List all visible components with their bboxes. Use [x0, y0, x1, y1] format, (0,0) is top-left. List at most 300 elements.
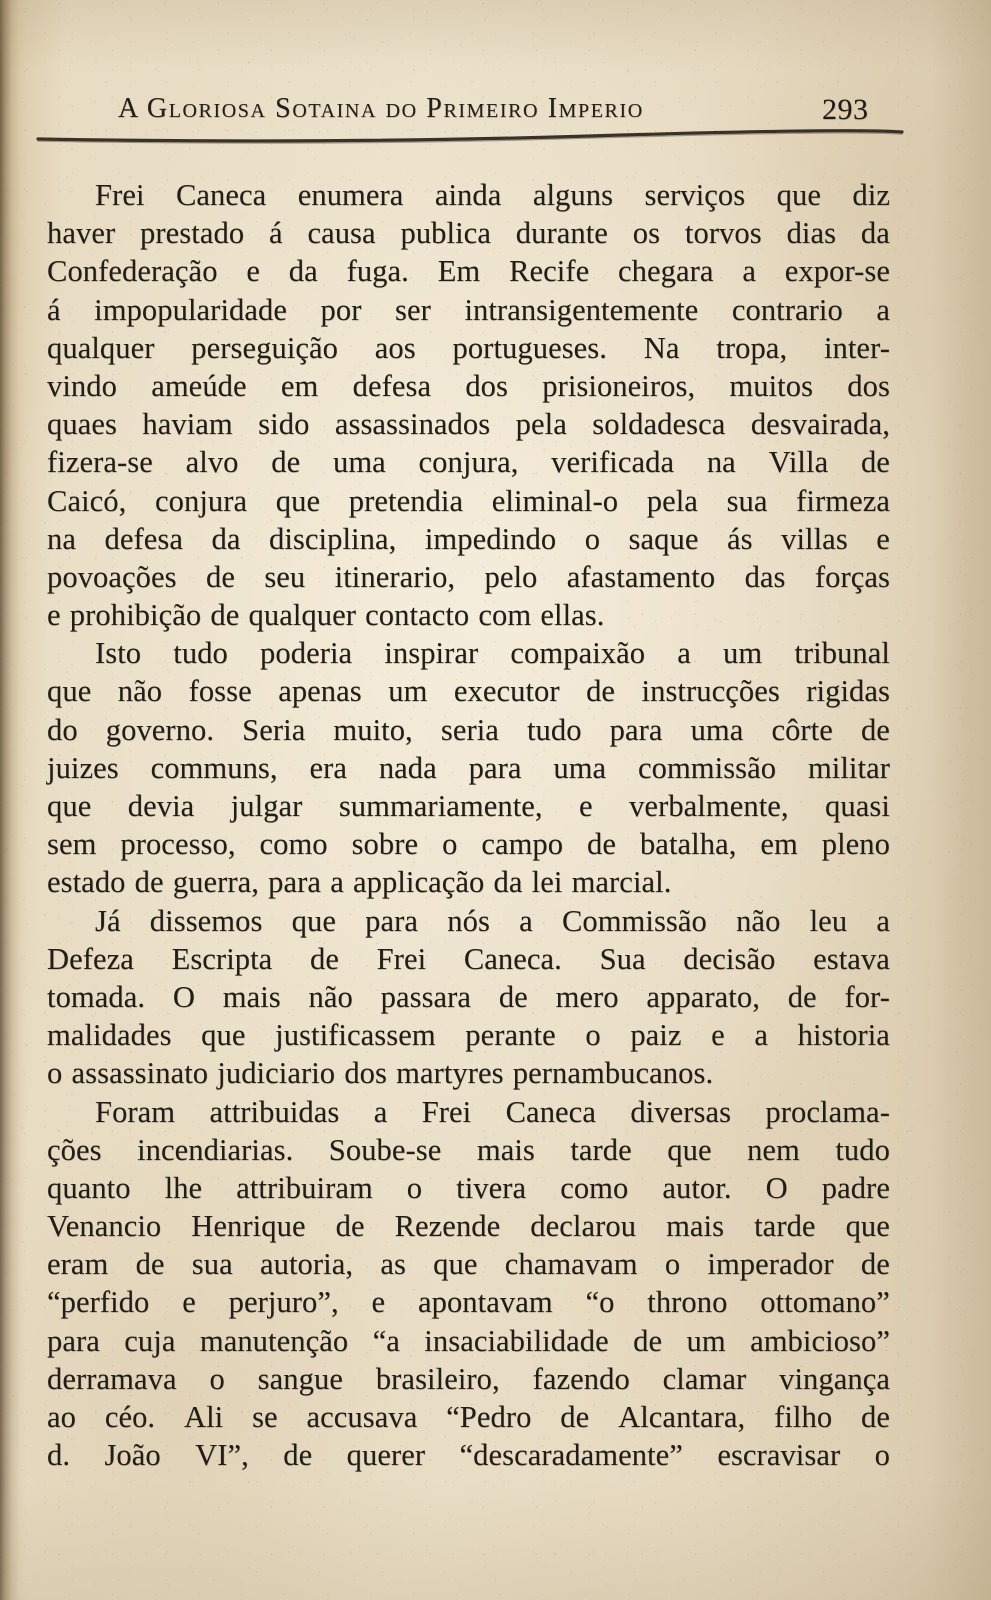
- word: Frei: [376, 941, 427, 976]
- word: rigidas: [806, 674, 890, 709]
- word: verificada: [551, 445, 675, 480]
- word: conjura,: [418, 445, 519, 480]
- word: Rezende: [394, 1209, 501, 1244]
- text-line: [47, 1322, 890, 1360]
- word: ameúde: [151, 368, 247, 403]
- word: de: [633, 1323, 663, 1358]
- word: poderia: [260, 636, 353, 671]
- word: chegara: [618, 254, 714, 289]
- word: que: [47, 789, 92, 823]
- word: que: [201, 1018, 246, 1053]
- word: summariamente,: [338, 789, 543, 823]
- word: communs,: [150, 750, 278, 785]
- text-line: [47, 1245, 890, 1283]
- word: lhe: [164, 1170, 203, 1205]
- word: da: [493, 865, 523, 900]
- word: para: [268, 865, 322, 900]
- word: clamar: [662, 1361, 747, 1396]
- word: inter-: [823, 330, 890, 365]
- word: apontavam: [417, 1285, 553, 1320]
- word: ambicioso”: [750, 1323, 890, 1358]
- word: para: [365, 903, 419, 938]
- word: e: [371, 1285, 386, 1320]
- word: Confederação: [47, 254, 218, 289]
- text-line: [47, 1360, 890, 1398]
- word: uma: [690, 712, 744, 747]
- word: declarou: [530, 1209, 637, 1244]
- word: ellas.: [540, 598, 605, 633]
- word: de: [271, 445, 301, 480]
- word: Na: [643, 330, 680, 365]
- word: martyres: [396, 1056, 504, 1091]
- text-line: [47, 176, 890, 214]
- word: assassinados: [334, 407, 491, 442]
- word: de: [860, 445, 890, 480]
- text-line: [47, 367, 890, 405]
- word: defesa: [352, 368, 432, 403]
- word: nada: [378, 750, 437, 785]
- word: expor-se: [784, 254, 890, 289]
- word: quanto: [47, 1170, 131, 1205]
- word: justificassem: [275, 1018, 436, 1053]
- word: intransigentemente: [464, 292, 699, 327]
- word: afastamento: [566, 559, 716, 594]
- word: cuja: [124, 1323, 176, 1358]
- text-line: [47, 940, 890, 978]
- word: autoria,: [259, 1247, 354, 1282]
- word: Alcantara,: [618, 1400, 746, 1434]
- word: Venancio: [47, 1209, 162, 1244]
- word: por: [320, 292, 362, 327]
- word: Caicó,: [47, 483, 127, 518]
- word: “descaradamente”: [459, 1438, 683, 1473]
- word: apparato,: [646, 979, 760, 1014]
- word: de: [860, 1247, 890, 1282]
- word: fazendo: [532, 1361, 630, 1396]
- word: a: [754, 1018, 769, 1053]
- word: de: [309, 941, 339, 976]
- word: autor.: [662, 1170, 732, 1205]
- word: paiz: [630, 1018, 682, 1053]
- word: de: [205, 559, 235, 594]
- word: incendiarias.: [137, 1132, 294, 1167]
- word: Escripta: [171, 941, 273, 976]
- text-line: [47, 672, 890, 710]
- word: em: [760, 827, 798, 862]
- word: campo: [481, 827, 564, 862]
- word: sua: [191, 1247, 233, 1282]
- word: vingança: [779, 1361, 890, 1396]
- word: tribunal: [794, 636, 890, 671]
- text-line: [47, 482, 890, 520]
- word: historia: [797, 1018, 890, 1053]
- word: verbalmente,: [629, 789, 789, 823]
- word: manutenção: [199, 1323, 349, 1358]
- word: passara: [380, 979, 472, 1014]
- word: “perfido: [47, 1285, 150, 1320]
- text-line: [47, 1436, 890, 1474]
- word: enumera: [297, 178, 404, 212]
- word: a: [876, 903, 890, 938]
- word: saque: [628, 521, 699, 556]
- word: que: [433, 1247, 478, 1282]
- text-line: [47, 252, 890, 290]
- text-line: [47, 749, 890, 787]
- word: um: [388, 674, 428, 709]
- word: imperador: [707, 1247, 834, 1282]
- word: prestado: [140, 216, 245, 251]
- word: Em: [437, 254, 481, 289]
- word: desvairada,: [750, 407, 890, 442]
- word: aos: [374, 330, 416, 365]
- text-line: [47, 1398, 890, 1436]
- word: prohibição: [69, 598, 202, 633]
- word: Foram: [95, 1094, 176, 1129]
- word: Recife: [509, 254, 590, 289]
- word: insaciabilidade: [424, 1323, 609, 1358]
- word: de: [283, 1438, 313, 1473]
- word: tarde: [754, 1209, 816, 1244]
- word: para: [468, 750, 522, 785]
- word: o: [406, 1170, 423, 1205]
- word: estava: [813, 941, 890, 976]
- word: fuga.: [346, 254, 409, 289]
- word: tomada.: [47, 979, 146, 1014]
- word: instrucções: [641, 674, 780, 709]
- word: alvo: [185, 445, 239, 480]
- binding-gutter-shadow: [0, 0, 26, 1600]
- word: da: [288, 254, 318, 289]
- word: durante: [515, 216, 608, 251]
- word: “Pedro: [446, 1400, 532, 1434]
- word: judiciario: [217, 1056, 336, 1091]
- word: o: [585, 1018, 601, 1053]
- word: decisão: [683, 941, 776, 976]
- word: tarde: [570, 1132, 632, 1167]
- word: muito,: [333, 712, 413, 747]
- word: Sua: [599, 941, 646, 976]
- word: de: [860, 712, 890, 747]
- word: derramava: [47, 1361, 177, 1396]
- word: qualquer: [248, 598, 357, 633]
- word: um: [686, 1323, 726, 1358]
- word: impopularidade: [94, 292, 287, 327]
- bottom-edge-shading: [0, 1480, 991, 1600]
- word: que: [275, 483, 321, 518]
- word: o: [47, 1056, 63, 1091]
- word: e: [711, 1018, 725, 1053]
- word: defesa: [104, 521, 183, 556]
- word: assassinato: [71, 1056, 209, 1091]
- word: malidades: [47, 1018, 172, 1053]
- word: pretendia: [348, 483, 464, 518]
- word: Henrique: [191, 1209, 306, 1244]
- text-line: [47, 1016, 890, 1054]
- text-line: [47, 558, 890, 596]
- word: mais: [666, 1209, 725, 1244]
- word: que: [845, 1209, 890, 1244]
- word: attribuiram: [236, 1170, 373, 1205]
- word: serviços: [644, 178, 746, 212]
- text-line: [47, 1169, 890, 1207]
- word: pela: [515, 407, 567, 442]
- word: da: [860, 216, 890, 251]
- text-line: [47, 1283, 890, 1321]
- page-number: 293: [822, 93, 869, 126]
- word: chamavam: [504, 1247, 638, 1282]
- word: sangue: [257, 1361, 343, 1396]
- right-edge-shadow: [931, 0, 991, 1600]
- word: conjura: [155, 483, 248, 518]
- text-line: [47, 329, 890, 367]
- word: accusava: [306, 1400, 418, 1434]
- word: O: [172, 979, 195, 1014]
- text-line: [47, 1093, 890, 1131]
- word: a: [330, 865, 344, 900]
- word: dos: [344, 1056, 387, 1091]
- word: firmeza: [796, 483, 890, 518]
- word: applicação: [352, 865, 485, 900]
- word: brasileiro,: [375, 1361, 500, 1396]
- word: perante: [465, 1018, 556, 1053]
- word: fosse: [188, 674, 252, 709]
- word: e: [579, 789, 593, 823]
- word: que: [291, 903, 336, 938]
- word: de: [787, 979, 817, 1014]
- word: de: [210, 598, 240, 633]
- word: e: [182, 1285, 196, 1320]
- word: á: [47, 292, 61, 327]
- word: inspirar: [384, 636, 479, 671]
- word: contacto: [365, 598, 470, 633]
- word: na: [706, 445, 736, 480]
- word: não: [736, 903, 781, 938]
- word: Já: [95, 903, 121, 938]
- word: Villa: [768, 445, 829, 480]
- word: de: [860, 1400, 890, 1434]
- text-line: [47, 443, 890, 481]
- word: ottomano”: [760, 1285, 890, 1320]
- word: de: [135, 1247, 165, 1282]
- word: ás: [727, 521, 753, 556]
- word: attribuidas: [209, 1094, 340, 1129]
- word: em: [280, 368, 319, 403]
- word: o: [209, 1361, 225, 1396]
- word: Caneca: [175, 178, 267, 212]
- word: mero: [555, 979, 619, 1014]
- word: soldadesca: [592, 407, 726, 442]
- page-body: [47, 176, 890, 1474]
- word: militar: [807, 750, 890, 785]
- word: “o: [585, 1285, 615, 1320]
- word: ções: [47, 1132, 102, 1167]
- word: nós: [447, 903, 490, 938]
- word: escravisar: [717, 1438, 841, 1473]
- word: da: [211, 521, 241, 556]
- word: seria: [440, 712, 499, 747]
- word: á: [268, 216, 283, 251]
- word: e: [47, 598, 61, 633]
- word: filho: [774, 1400, 833, 1434]
- word: ao: [47, 1400, 76, 1434]
- text-line: [47, 711, 890, 749]
- word: dissemos: [149, 903, 263, 938]
- word: marcial.: [571, 865, 672, 900]
- word: que: [776, 178, 821, 212]
- word: na: [47, 521, 76, 556]
- word: como: [560, 1170, 629, 1205]
- word: quaes: [47, 407, 117, 442]
- word: julgar: [230, 789, 303, 823]
- word: povoações: [47, 559, 177, 594]
- word: causa: [307, 216, 376, 251]
- word: “a: [372, 1323, 400, 1358]
- word: para: [609, 712, 663, 747]
- word: impedindo: [424, 521, 557, 556]
- word: se: [252, 1400, 278, 1434]
- text-line: [47, 1131, 890, 1169]
- word: throno: [647, 1285, 728, 1320]
- word: ser: [395, 292, 431, 327]
- word: Frei: [421, 1094, 472, 1129]
- word: leu: [809, 903, 848, 938]
- word: sem: [47, 827, 97, 862]
- word: Seria: [242, 712, 306, 747]
- text-line: [47, 863, 890, 901]
- word: a: [742, 254, 756, 289]
- word: O: [765, 1170, 788, 1205]
- word: juizes: [47, 750, 119, 785]
- word: eliminal-o: [491, 483, 619, 518]
- word: Isto: [95, 636, 142, 671]
- word: dias: [786, 216, 837, 251]
- word: côrte: [771, 712, 833, 747]
- word: e: [246, 254, 260, 289]
- word: guerra,: [172, 865, 260, 900]
- word: ainda: [434, 178, 502, 212]
- word: uma: [553, 750, 607, 785]
- text-line: [47, 902, 890, 940]
- word: diz: [852, 178, 890, 212]
- text-line: [47, 787, 890, 825]
- word: prisioneiros,: [542, 368, 696, 403]
- word: de: [586, 674, 616, 709]
- word: sua: [726, 483, 768, 518]
- word: era: [309, 750, 347, 785]
- word: o: [874, 1438, 890, 1473]
- word: uma: [333, 445, 386, 480]
- word: torvos: [684, 216, 762, 251]
- word: um: [723, 636, 763, 671]
- word: Caneca: [505, 1094, 596, 1129]
- word: o: [442, 827, 458, 862]
- word: estado: [47, 865, 126, 900]
- word: a: [677, 636, 691, 671]
- word: portugueses.: [452, 330, 608, 365]
- word: publica: [400, 216, 491, 251]
- word: não: [117, 674, 163, 709]
- word: proclama-: [765, 1094, 890, 1129]
- word: nem: [747, 1132, 800, 1167]
- word: pela: [646, 483, 698, 518]
- word: quasi: [825, 789, 890, 823]
- word: de: [498, 979, 528, 1014]
- text-line: [47, 1207, 890, 1245]
- word: tudo: [526, 712, 582, 747]
- word: tivera: [456, 1170, 527, 1205]
- text-line: [47, 520, 890, 558]
- word: dos: [847, 368, 890, 403]
- word: céo.: [104, 1400, 156, 1434]
- word: tropa,: [716, 330, 788, 365]
- word: a: [519, 903, 533, 938]
- word: que: [667, 1132, 712, 1167]
- word: muitos: [729, 368, 814, 403]
- word: do: [47, 712, 78, 747]
- word: pleno: [821, 827, 890, 862]
- word: commissão: [637, 750, 777, 785]
- word: contrario: [731, 292, 843, 327]
- word: VI”,: [195, 1438, 249, 1473]
- word: Soube-se: [328, 1132, 442, 1167]
- word: forças: [814, 559, 890, 594]
- text-line: [47, 978, 890, 1016]
- word: compaixão: [510, 636, 646, 671]
- word: alguns: [532, 178, 614, 212]
- word: haver: [47, 216, 116, 251]
- word: mais: [222, 979, 281, 1014]
- text-line: [47, 1054, 890, 1092]
- word: padre: [821, 1170, 890, 1205]
- word: tudo: [173, 636, 228, 671]
- text-line: [47, 405, 890, 443]
- word: de: [134, 865, 164, 900]
- word: o: [664, 1247, 681, 1282]
- text-line: [47, 214, 890, 252]
- word: Caneca.: [463, 941, 562, 976]
- word: itinerario,: [334, 559, 456, 594]
- header-rule: [30, 122, 910, 146]
- word: as: [380, 1247, 406, 1282]
- word: lei: [531, 865, 563, 900]
- word: de: [560, 1400, 590, 1434]
- word: dos: [465, 368, 508, 403]
- text-line: [47, 634, 890, 672]
- word: como: [259, 827, 328, 862]
- word: das: [744, 559, 786, 594]
- word: querer: [346, 1438, 426, 1473]
- word: vindo: [47, 368, 117, 403]
- word: e: [876, 521, 890, 556]
- word: que: [47, 674, 92, 709]
- word: de: [587, 827, 617, 862]
- text-line: [47, 596, 890, 634]
- word: Defeza: [47, 941, 134, 976]
- word: João: [104, 1438, 161, 1473]
- word: eram: [47, 1247, 109, 1282]
- word: batalha,: [639, 827, 737, 862]
- word: perjuro”,: [228, 1285, 339, 1320]
- word: haviam: [142, 407, 233, 442]
- word: de: [335, 1209, 365, 1244]
- word: pernambucanos.: [512, 1056, 714, 1091]
- word: devia: [127, 789, 195, 823]
- word: sido: [258, 407, 310, 442]
- word: processo,: [120, 827, 236, 862]
- text-line: [47, 825, 890, 863]
- word: d.: [47, 1438, 71, 1473]
- word: Ali: [183, 1400, 224, 1434]
